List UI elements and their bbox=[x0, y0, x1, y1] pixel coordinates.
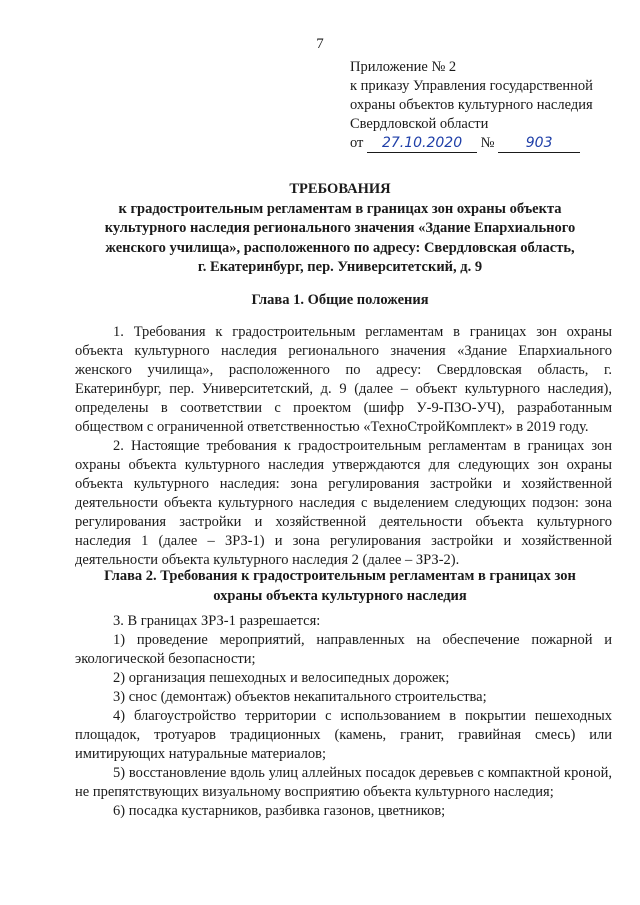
title-line: женского училища», расположенного по адресу: Свердловская область, bbox=[105, 239, 575, 256]
handwritten-number: 903 bbox=[498, 135, 580, 153]
appendix-line: Приложение № 2 bbox=[350, 59, 457, 75]
from-label: от bbox=[350, 135, 364, 151]
list-item: 2) организация пешеходных и велосипедных дорожек; bbox=[113, 670, 450, 686]
list-item: 1) проведение мероприятий, направленных на обеспечение пожарной и экологической безопасности; bbox=[75, 632, 612, 667]
paragraph: 1. Требования к градостроительным регламентам в границах зон охраны объекта культурного наследия регионального значения «Здание Епархиального женского училища», расположенного по адресу: Свердловская область, г. Екатеринбург, пер. Университетский, д. 9 (далее – объект культурного наследия), определены в соответствии с проектом (шифр У-9-ПЗО-УЧ), разработанным обществом с ограниченной ответственностью «ТехноСтройКомплект» в 2019 году. bbox=[75, 324, 612, 435]
order-date-number-line bbox=[350, 134, 620, 153]
general-provisions bbox=[75, 323, 612, 570]
handwritten-date: 27.10.2020 bbox=[367, 135, 477, 153]
appendix-line: к приказу Управления государственной bbox=[350, 78, 593, 94]
document-title bbox=[60, 180, 620, 278]
chapter-2-heading bbox=[60, 567, 620, 606]
chapter-2-line: охраны объекта культурного наследия bbox=[213, 587, 467, 604]
paragraph: 2. Настоящие требования к градостроительным регламентам в границах зон охраны объекта культурного наследия утверждаются для следующих зон охраны объекта культурного наследия: зона регулирования застройки и хозяйственной деятельности объекта культурного наследия с выделением следующих подзон: зона регулирования застройки и хозяйственной деятельности объекта культурного наследия 1 (далее – ЗРЗ-1) и зона регулирования застройки и хозяйственной деятельности объекта культурного наследия 2 (далее – ЗРЗ-2). bbox=[75, 438, 612, 568]
list-item: 3) снос (демонтаж) объектов некапитального строительства; bbox=[113, 689, 487, 705]
list-item: 6) посадка кустарников, разбивка газонов, цветников; bbox=[113, 803, 446, 819]
appendix-block bbox=[350, 58, 620, 153]
list-item: 3. В границах ЗРЗ-1 разрешается: bbox=[113, 613, 321, 629]
chapter-2-line: Глава 2. Требования к градостроительным регламентам в границах зон bbox=[104, 568, 576, 584]
title-line: г. Екатеринбург, пер. Университетский, д. 9 bbox=[197, 259, 483, 275]
list-item: 5) восстановление вдоль улиц аллейных посадок деревьев с компактной кроной, не препятствующих визуальному восприятию объекта культурного наследия; bbox=[75, 765, 612, 800]
appendix-line: Свердловской области bbox=[350, 116, 489, 132]
permitted-actions-list bbox=[75, 612, 612, 821]
title-line: культурного наследия регионального значения «Здание Епархиального bbox=[104, 220, 576, 236]
page-number: 7 bbox=[316, 36, 324, 52]
chapter-1-heading: Глава 1. Общие положения bbox=[251, 292, 429, 308]
appendix-line: охраны объектов культурного наследия bbox=[350, 97, 593, 113]
number-label: № bbox=[480, 135, 495, 151]
title-line: к градостроительным регламентам в границах зон охраны объекта bbox=[118, 200, 562, 217]
list-item: 4) благоустройство территории с использованием в покрытии пешеходных площадок, тротуаров традиционных (камень, гранит, гравийная смесь) или имитирующих натуральные материалов; bbox=[75, 708, 612, 762]
title-heading: ТРЕБОВАНИЯ bbox=[289, 181, 391, 197]
